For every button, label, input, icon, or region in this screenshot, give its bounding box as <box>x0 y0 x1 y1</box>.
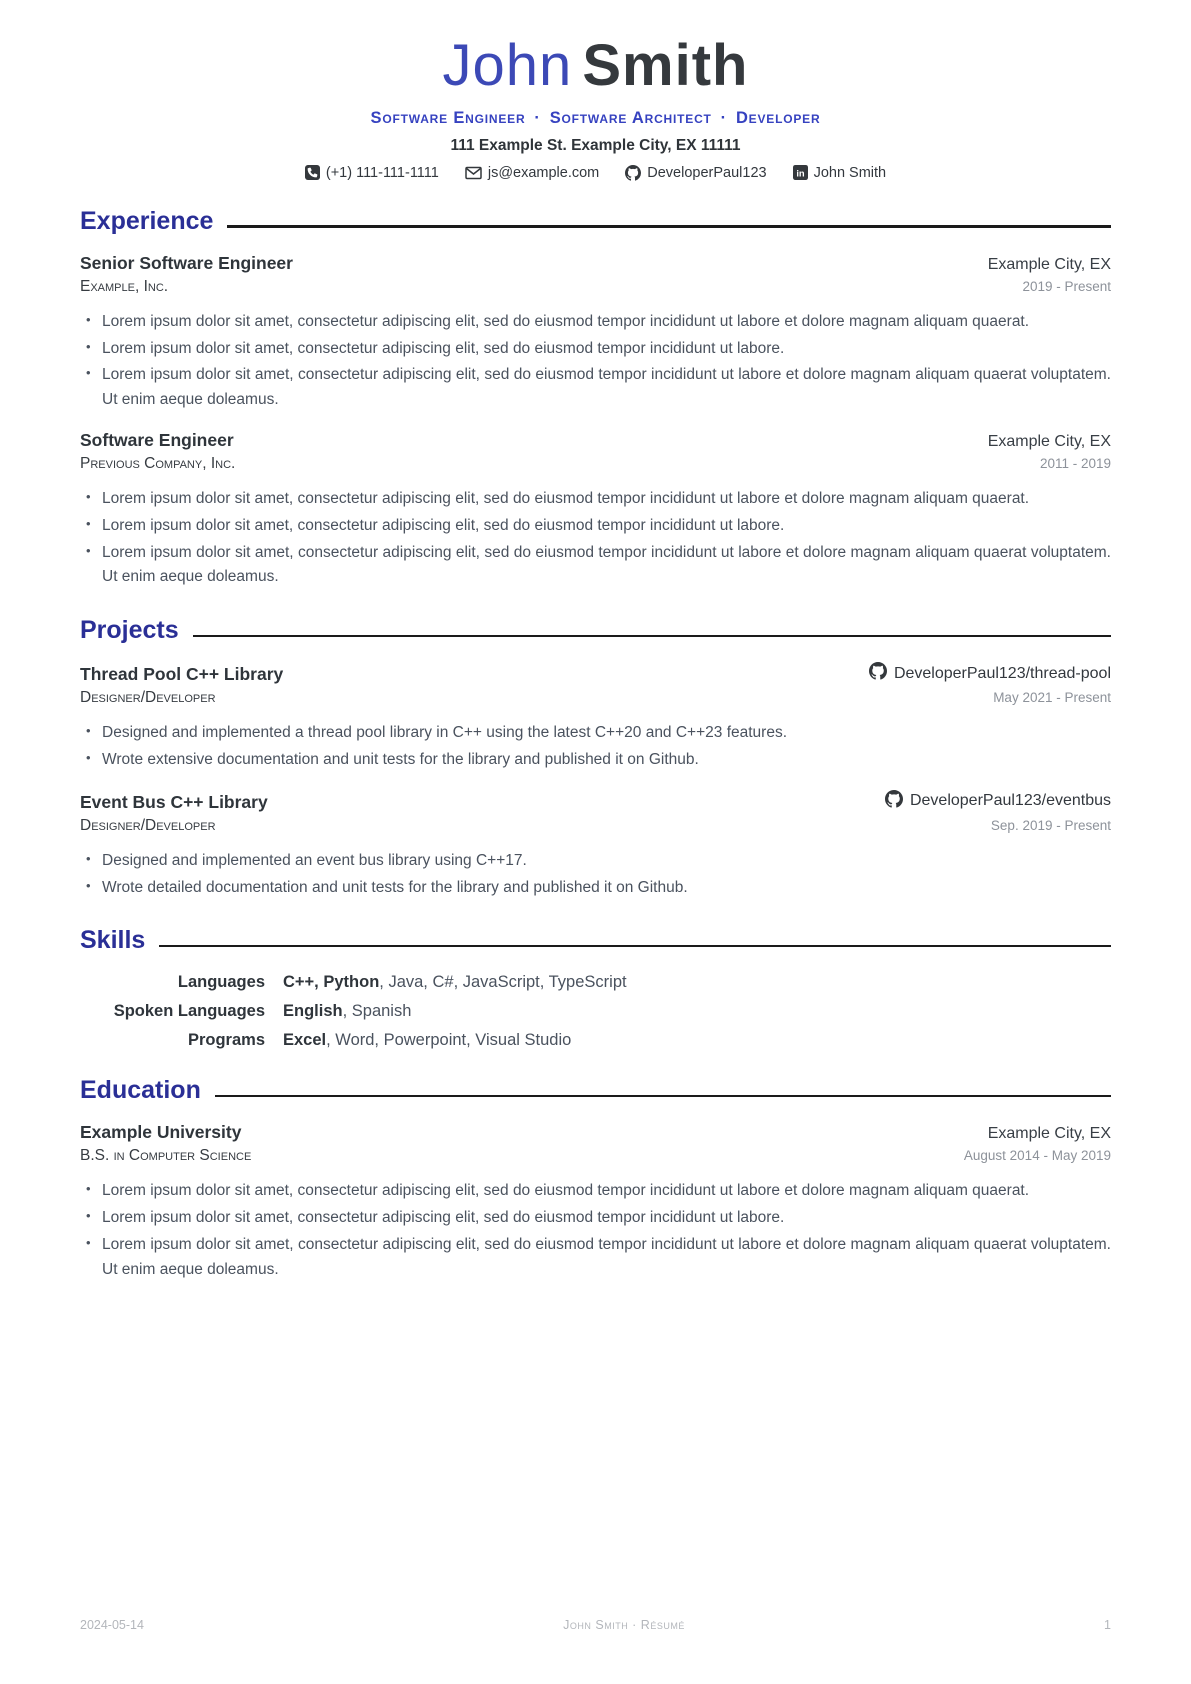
job-bullets <box>80 310 1111 413</box>
project-entry <box>80 662 1111 773</box>
section-heading <box>80 616 1111 645</box>
project-title: Event Bus C++ Library <box>80 791 268 812</box>
education-bullets <box>80 1179 1111 1282</box>
section-experience <box>80 207 1111 590</box>
linkedin-name: John Smith <box>813 164 887 181</box>
linkedin-link[interactable] <box>793 165 887 181</box>
email-address: js@example.com <box>487 164 600 181</box>
github-handle: DeveloperPaul123 <box>647 164 767 181</box>
bullet-item: • Lorem ipsum dolor sit amet, consectetur adipiscing elit, sed do eiusmod tempor incididunt ut labore. <box>80 1206 1111 1231</box>
section-title: Experience <box>80 206 214 235</box>
contact-row <box>80 165 1111 181</box>
last-name: Smith <box>582 33 749 98</box>
section-heading <box>80 1076 1111 1105</box>
github-icon <box>869 662 887 685</box>
degree: B.S. in Computer Science <box>80 1147 252 1165</box>
skill-value <box>283 1031 1111 1050</box>
section-rule <box>215 1095 1111 1098</box>
skill-value-emphasis: C++, Python <box>283 973 380 992</box>
section-heading <box>80 207 1111 236</box>
job-location: Example City, EX <box>987 433 1111 451</box>
project-bullets <box>80 849 1111 901</box>
skill-value-rest: , Spanish <box>342 1002 412 1021</box>
project-role: Designer/Developer <box>80 816 216 834</box>
email-link[interactable] <box>465 165 599 181</box>
skill-value-emphasis: Excel <box>283 1031 327 1050</box>
project-title: Thread Pool C++ Library <box>80 664 284 685</box>
job-bullets <box>80 487 1111 590</box>
experience-entry <box>80 430 1111 590</box>
skill-value <box>283 1002 1111 1021</box>
bullet-item: • Lorem ipsum dolor sit amet, consectetur adipiscing elit, sed do eiusmod tempor incididunt ut labore et dolore magnam aliquam quaerat. <box>80 1179 1111 1204</box>
bullet-item: • Wrote detailed documentation and unit tests for the library and published it on Github. <box>80 876 1111 901</box>
skill-label: Programs <box>187 1031 265 1050</box>
section-rule <box>227 225 1111 228</box>
bullet-item: • Designed and implemented a thread pool library in C++ using the latest C++20 and C++23 features. <box>80 721 1111 746</box>
bullet-item: • Lorem ipsum dolor sit amet, consectetur adipiscing elit, sed do eiusmod tempor incididunt ut labore. <box>80 514 1111 539</box>
project-entry <box>80 790 1111 901</box>
project-repo-link[interactable] <box>885 790 1111 813</box>
job-company: Previous Company, Inc. <box>80 455 236 473</box>
name <box>80 33 1111 98</box>
tagline-separator: · <box>534 108 541 127</box>
tagline-separator: · <box>720 108 727 127</box>
experience-entry <box>80 253 1111 413</box>
project-dates: May 2021 - Present <box>993 690 1111 706</box>
github-icon <box>625 165 641 181</box>
tagline-item: Software Architect <box>549 108 712 127</box>
school-name: Example University <box>80 1122 242 1143</box>
skill-row <box>80 973 1111 992</box>
project-repo: DeveloperPaul123/eventbus <box>909 792 1111 810</box>
skill-label: Languages <box>177 973 265 992</box>
bullet-item: • Lorem ipsum dolor sit amet, consectetur adipiscing elit, sed do eiusmod tempor incididunt ut labore et dolore magnam aliquam quaerat voluptatem. Ut enim aeque doleamus. <box>80 1233 1111 1283</box>
linkedin-icon <box>793 165 808 180</box>
svg-text:in: in <box>795 168 805 179</box>
bullet-item: • Lorem ipsum dolor sit amet, consectetur adipiscing elit, sed do eiusmod tempor incididunt ut labore. <box>80 337 1111 362</box>
project-repo: DeveloperPaul123/thread-pool <box>893 664 1111 682</box>
section-projects <box>80 616 1111 900</box>
footer-page-number: 1 <box>1104 1618 1111 1632</box>
skill-row <box>80 1002 1111 1021</box>
skill-value-emphasis: English <box>283 1002 343 1021</box>
job-company: Example, Inc. <box>80 277 169 295</box>
education-dates: August 2014 - May 2019 <box>963 1148 1111 1164</box>
skill-value-rest: , Java, C#, JavaScript, TypeScript <box>379 973 627 992</box>
education-entry <box>80 1122 1111 1282</box>
skill-label: Spoken Languages <box>113 1002 265 1021</box>
section-rule <box>159 945 1111 948</box>
bullet-item: • Lorem ipsum dolor sit amet, consectetur adipiscing elit, sed do eiusmod tempor incididunt ut labore et dolore magnam aliquam quaerat. <box>80 487 1111 512</box>
page-footer <box>80 1618 1111 1632</box>
section-title: Education <box>80 1076 201 1105</box>
bullet-item: • Lorem ipsum dolor sit amet, consectetur adipiscing elit, sed do eiusmod tempor incididunt ut labore et dolore magnam aliquam quaerat voluptatem. Ut enim aeque doleamus. <box>80 541 1111 591</box>
github-icon <box>885 790 903 813</box>
job-location: Example City, EX <box>987 255 1111 273</box>
project-repo-link[interactable] <box>869 662 1111 685</box>
github-link[interactable] <box>625 165 766 181</box>
tagline <box>80 109 1111 128</box>
phone-number: (+1) 111-111-1111 <box>325 164 439 181</box>
job-title: Senior Software Engineer <box>80 252 293 273</box>
phone-link[interactable] <box>305 165 439 181</box>
section-rule <box>193 635 1111 638</box>
address: 111 Example St. Example City, EX 11111 <box>450 136 741 154</box>
skill-row <box>80 1031 1111 1050</box>
job-dates: 2011 - 2019 <box>1039 456 1111 472</box>
phone-icon <box>305 165 320 180</box>
section-education <box>80 1076 1111 1282</box>
section-heading <box>80 926 1111 955</box>
project-dates: Sep. 2019 - Present <box>990 817 1111 833</box>
bullet-item: • Lorem ipsum dolor sit amet, consectetur adipiscing elit, sed do eiusmod tempor incididunt ut labore et dolore magnam aliquam quaerat. <box>80 310 1111 335</box>
resume-header <box>80 33 1111 181</box>
section-title: Skills <box>80 926 146 955</box>
first-name: John <box>442 33 573 98</box>
project-role: Designer/Developer <box>80 689 216 707</box>
job-dates: 2019 - Present <box>1022 278 1111 294</box>
tagline-item: Software Engineer <box>370 108 526 127</box>
skill-value-rest: , Word, Powerpoint, Visual Studio <box>326 1031 572 1050</box>
footer-title: John Smith · Résumé <box>563 1618 685 1632</box>
skills-table <box>80 973 1111 1050</box>
job-title: Software Engineer <box>80 430 234 451</box>
bullet-item: • Wrote extensive documentation and unit tests for the library and published it on Github. <box>80 748 1111 773</box>
tagline-item: Developer <box>735 108 821 127</box>
skill-value <box>283 973 1111 992</box>
bullet-item: • Lorem ipsum dolor sit amet, consectetur adipiscing elit, sed do eiusmod tempor incididunt ut labore et dolore magnam aliquam quaerat voluptatem. Ut enim aeque doleamus. <box>80 363 1111 413</box>
footer-date: 2024-05-14 <box>80 1618 144 1632</box>
section-skills <box>80 926 1111 1050</box>
project-bullets <box>80 721 1111 773</box>
bullet-item: • Designed and implemented an event bus library using C++17. <box>80 849 1111 874</box>
envelope-icon <box>465 166 482 180</box>
school-location: Example City, EX <box>987 1125 1111 1143</box>
section-title: Projects <box>80 616 179 645</box>
